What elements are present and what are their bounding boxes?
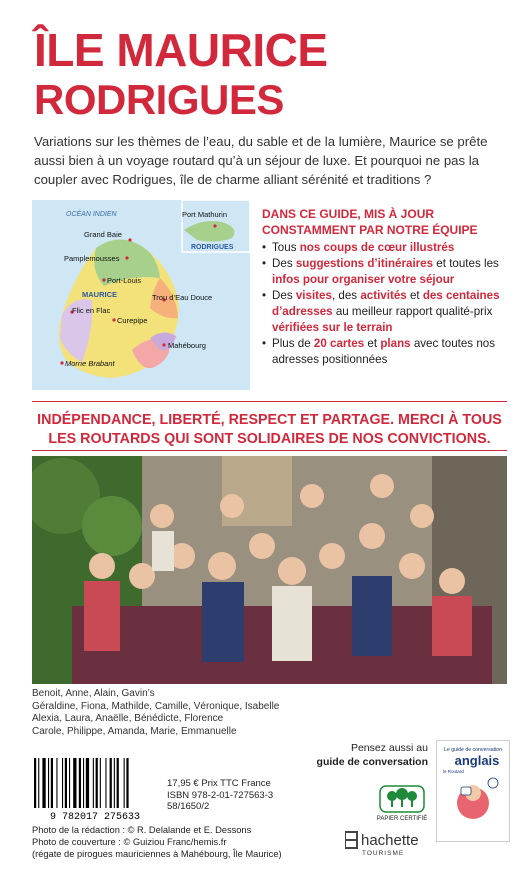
publisher-sub: TOURISME: [362, 850, 405, 857]
conversation-guide-promo: [300, 741, 428, 769]
conversation-book-cover: [436, 740, 510, 842]
intro-paragraph: Variations sur les thèmes de l’eau, du sable et de la lumière, Maurice se prête aussi bien à un voyage routard qu’à un séjour de luxe. Et pourquoi ne pas la coupler avec Rodrigues, île de charme alliant sérénité et traditions ?: [34, 134, 488, 187]
divider-bottom: [32, 450, 507, 451]
list-highlight: visites: [295, 289, 332, 302]
map-place: Curepipe: [117, 316, 148, 325]
code-line: 58/1650/2: [167, 801, 210, 812]
book-top-text: Le guide de conversation: [444, 747, 502, 753]
slogan: INDÉPENDANCE, LIBERTÉ, RESPECT ET PARTAGE. MERCI À TOUS LES ROUTARDS QUI SONT SOLIDAIRES DE NOS CONVICTIONS.: [37, 412, 502, 447]
map-place: Trou d’Eau Douce: [152, 293, 213, 302]
credit-line: Photo de couverture : © Guiziou Franc/hemis.fr: [32, 836, 227, 847]
map-mauritius: [32, 200, 250, 390]
publisher-logo: [345, 826, 435, 865]
list-item: [262, 256, 507, 288]
map-dot: [112, 318, 115, 321]
photo-credits: [32, 825, 332, 860]
list-item: [262, 336, 507, 368]
map-ocean-label: OCÉAN INDIEN: [66, 211, 117, 218]
credit-line: Photo de la rédaction : © R. Delalande et E. Dessons: [32, 825, 252, 835]
list-text: Des: [272, 289, 296, 302]
list-text: avec toutes nos adresses positionnées: [272, 337, 496, 366]
map-dot: [128, 238, 131, 241]
map-dot: [213, 224, 216, 227]
book-art: [437, 741, 509, 841]
names-line: Alexia, Laura, Anaëlle, Bénédicte, Florence: [32, 713, 224, 724]
map-dot: [60, 361, 63, 364]
price-info: [167, 778, 287, 813]
paper-label: PAPIER CERTIFIÉ: [376, 816, 428, 822]
map-rodrigues-label: RODRIGUES: [191, 244, 234, 251]
divider-top: [32, 401, 507, 402]
barcode: [32, 756, 158, 822]
title-line-2: RODRIGUES: [34, 76, 284, 123]
promo-line-2: guide de conversation: [316, 756, 428, 768]
credit-line: (régate de pirogues mauriciennes à Mahébourg, Île Maurice): [32, 848, 282, 859]
trees-icon: [378, 784, 426, 814]
list-text: et toutes les: [433, 257, 499, 270]
guide-box: [262, 206, 507, 368]
map-place: Morne Brabant: [65, 359, 115, 368]
list-text: et: [406, 289, 423, 302]
names-line: Carole, Philippe, Amanda, Marie, Emmanuelle: [32, 725, 237, 737]
team-names: [32, 688, 332, 738]
map-dot: [162, 343, 165, 346]
team-photo: [32, 456, 507, 684]
list-highlight: activités: [360, 289, 407, 302]
publisher-name: hachette: [361, 832, 419, 849]
list-highlight: plans: [380, 337, 411, 350]
map-place: Mahébourg: [168, 341, 206, 350]
list-text: Tous: [272, 241, 300, 254]
map-place: Grand Baie: [84, 230, 122, 239]
map-dot: [102, 278, 105, 281]
list-item: [262, 240, 507, 256]
book-brand-text: le Routard: [443, 769, 464, 774]
list-text: au meilleur rapport qualité-prix: [332, 305, 493, 318]
map-place: Flic en Flac: [72, 306, 111, 315]
team-photo-art: [32, 456, 507, 684]
promo-line-1: Pensez aussi au: [350, 742, 428, 754]
map-island-label: MAURICE: [82, 290, 117, 299]
list-highlight: suggestions d’itinéraires: [295, 257, 434, 270]
hachette-logo: [345, 826, 435, 860]
barcode-number: 9 782017 275633: [49, 812, 141, 822]
map-place: Port Mathurin: [182, 210, 228, 219]
list-highlight: des centaines d’adresses: [272, 289, 500, 318]
list-highlight: infos pour organiser votre séjour: [272, 273, 455, 286]
list-highlight: vérifiées sur le terrain: [272, 321, 393, 334]
map-place: Port-Louis: [107, 276, 142, 285]
isbn-line: ISBN 978-2-01-727563-3: [167, 789, 274, 801]
map-dot: [125, 256, 128, 259]
list-highlight: 20 cartes: [313, 337, 365, 350]
title-line-1: ÎLE MAURICE: [34, 24, 328, 76]
guide-heading: DANS CE GUIDE, MIS À JOUR CONSTAMMENT PAR NOTRE ÉQUIPE: [262, 207, 478, 237]
list-text: et: [364, 337, 381, 350]
list-highlight: nos coups de cœur illustrés: [299, 241, 455, 254]
names-line: Benoit, Anne, Alain, Gavin’s: [32, 688, 155, 699]
list-text: Plus de: [272, 337, 314, 350]
book-lang-text: anglais: [454, 753, 500, 768]
paper-certified-logo: [374, 784, 430, 822]
map-place: Pamplemousses: [64, 254, 120, 263]
list-item: [262, 288, 507, 336]
list-text: , des: [331, 289, 361, 302]
names-line: Géraldine, Fiona, Mathilde, Camille, Véronique, Isabelle: [32, 700, 280, 712]
price-line: 17,95 € Prix TTC France: [167, 778, 271, 789]
guide-list: [262, 240, 507, 368]
list-text: Des: [272, 257, 296, 270]
